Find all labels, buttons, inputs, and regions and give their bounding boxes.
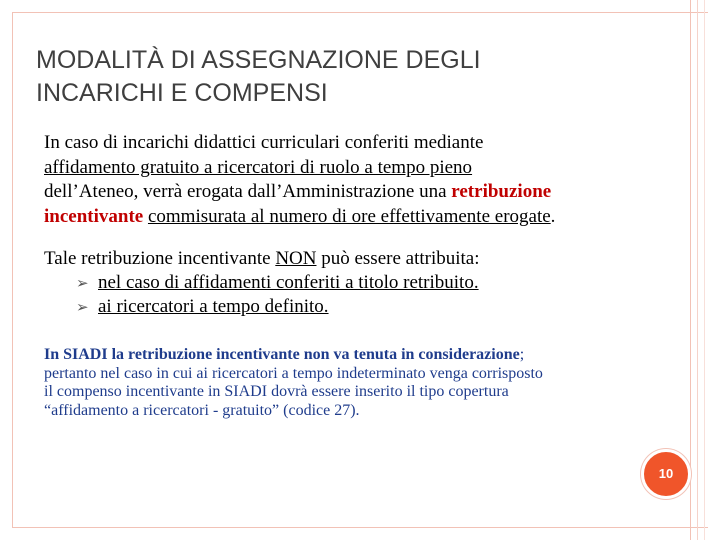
text-run: ; bbox=[519, 346, 525, 363]
underlined-text: commisurata al numero di ore effettivamente erogate bbox=[147, 205, 551, 227]
slide-title bbox=[36, 44, 656, 110]
page-number-badge: 10 bbox=[641, 449, 691, 499]
text-line bbox=[44, 205, 704, 230]
paragraph-intro bbox=[44, 131, 704, 229]
text-line: “affidamento a ricercatori - gratuito” (codice 27). bbox=[44, 401, 360, 419]
text-line: pertanto nel caso in cui ai ricercatori a tempo indeterminato venga corrisposto bbox=[44, 364, 543, 382]
bold-text: In SIADI la retribuzione incentivante non va tenuta in considerazione bbox=[44, 346, 520, 363]
text-line: In caso di incarichi didattici curriculari conferiti mediante bbox=[44, 132, 484, 153]
slide-border-rail bbox=[697, 0, 698, 540]
bullet-text: ai ricercatori a tempo definito. bbox=[98, 296, 329, 317]
text-run: può essere attribuita: bbox=[316, 248, 480, 269]
text-line bbox=[44, 346, 684, 365]
text-run: dell’Ateneo, verrà erogata dall’Amministrazione una bbox=[44, 181, 452, 202]
slide-title-line: INCARICHI E COMPENSI bbox=[36, 79, 328, 107]
text-line: il compenso incentivante in SIADI dovrà essere inserito il tipo copertura bbox=[44, 383, 509, 400]
paragraph-restrictions bbox=[44, 247, 684, 319]
text-line: affidamento gratuito a ricercatori di ruolo a tempo pieno bbox=[44, 156, 473, 178]
bullet-text: nel caso di affidamenti conferiti a titolo retribuito. bbox=[98, 272, 479, 293]
arrow-right-bullet-icon: ➢ bbox=[76, 274, 89, 292]
highlight-text: retribuzione bbox=[451, 181, 552, 202]
text-line bbox=[44, 180, 704, 205]
highlight-text: incentivante bbox=[44, 205, 144, 227]
text-line bbox=[44, 247, 684, 271]
text-run: Tale retribuzione incentivante bbox=[44, 248, 276, 269]
arrow-right-bullet-icon: ➢ bbox=[76, 298, 89, 316]
slide-border-rail bbox=[690, 0, 691, 540]
paragraph-siadi-note bbox=[44, 346, 684, 420]
slide-title-line: MODALITÀ DI ASSEGNAZIONE DEGLI bbox=[36, 46, 481, 74]
bullet-item bbox=[44, 295, 684, 319]
text-run: . bbox=[550, 205, 556, 227]
underlined-text: NON bbox=[275, 248, 317, 269]
slide-border-rail bbox=[704, 0, 705, 540]
bullet-item bbox=[44, 271, 684, 295]
